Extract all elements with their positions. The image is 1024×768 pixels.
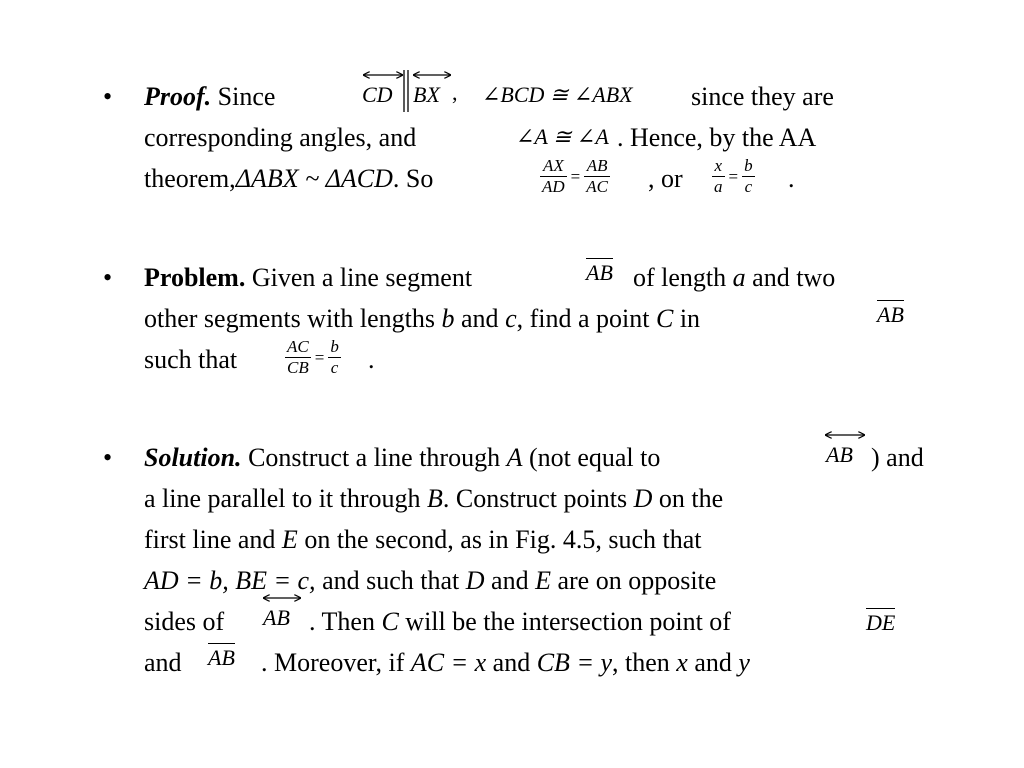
fraction-x-a-b-c [712,156,755,197]
solution-ad-be: AD = b, BE = c, [144,566,316,595]
frac-den: c [744,177,753,196]
proof-since-they-are: since they are [691,82,834,111]
solution-sides-of: sides of [144,607,225,636]
equals-sign: = [728,166,739,186]
var-A: A [506,443,523,472]
var-E-2: E [535,566,551,595]
solution-moreover: . Moreover, if [261,648,405,677]
solution-line-5 [144,601,224,642]
frac-num: AX [542,156,564,175]
frac-den: c [330,358,339,377]
proof-corresponding: corresponding angles, and [144,123,417,152]
solution-and-4: and [492,648,531,677]
solution-on-the: on the [658,484,724,513]
var-C: C [655,304,674,333]
solution-construct: Construct a line through [248,443,501,472]
solution-line-5-rest [309,601,731,642]
angle-bcd-abx: ∠BCD ≅ ∠ABX [482,82,633,107]
proof-so: . So [392,164,434,193]
solution-construct-points: . Construct points [442,484,628,513]
proof-since: Since [217,82,276,111]
problem-line-1-rest [633,257,835,298]
solution-ac-x: AC = x [410,648,487,677]
bullet-problem: • [103,263,113,292]
problem-line-1 [144,257,472,298]
line-cd: CD [362,82,393,107]
solution-not-equal: (not equal to [528,443,661,472]
solution-line-6-rest [261,642,750,683]
problem-given: Given a line segment [251,263,473,292]
solution-and-2: and [491,566,529,595]
frac-den: AC [586,177,608,196]
var-c: c [505,304,517,333]
problem-and-two: and two [752,263,836,292]
solution-intersection: will be the intersection point of [405,607,731,636]
line-ab: AB [826,442,853,467]
proof-label: Proof. [144,82,212,111]
problem-in: in [679,304,701,333]
proof-hence: . Hence, by the AA [617,123,817,152]
solution-opposite: are on opposite [557,566,717,595]
solution-parallel: a line parallel to it through [144,484,421,513]
equals-sign: = [570,166,581,186]
proof-period: . [788,164,795,193]
problem-label: Problem. [144,263,246,292]
fraction-ac-cb-b-c [285,337,341,378]
line-ab-2: AB [263,605,290,630]
fraction-ax-ad-ab-ac [540,156,610,197]
frac-den: a [714,177,723,196]
proof-or: , or [648,164,683,193]
segment-de [866,608,895,636]
var-C-2: C [381,607,399,636]
frac-den: AD [542,177,565,196]
frac-den: CB [287,358,309,377]
var-a: a [732,263,746,292]
segment-ab [586,258,613,286]
solution-cb-y: CB = y [536,648,613,677]
problem-period: . [368,345,375,374]
solution-then-2: , then [612,648,670,677]
var-B: B [427,484,443,513]
solution-first-line: first line and [144,525,276,554]
line-arrow-cd [362,70,404,80]
parallel-icon [402,68,410,114]
solution-line-3 [144,519,702,560]
segment-ab-label: AB [586,260,613,285]
solution-then: . Then [309,607,375,636]
var-x: x [676,648,688,677]
line-arrow-ab [824,430,866,440]
segment-de-label: DE [866,610,896,635]
frac-num: b [330,337,339,356]
line-bx: BX [413,82,440,107]
var-D: D [633,484,653,513]
problem-such-that: such that [144,345,238,374]
problem-and: and [461,304,499,333]
frac-num: AB [586,156,608,175]
frac-num: b [744,156,753,175]
solution-line-2 [144,478,723,519]
var-y: y [738,648,750,677]
solution-such-that: and such that [322,566,460,595]
bullet-proof: • [103,82,113,111]
problem-find: , find a point [516,304,650,333]
equals-sign: = [314,347,325,367]
problem-line-3 [144,339,237,380]
solution-line-4 [144,560,716,601]
proof-line-1 [144,76,275,117]
problem-line-2 [144,298,700,339]
solution-second: on the second, as in Fig. 4.5, such that [304,525,702,554]
solution-line-1 [144,437,660,478]
solution-and: ) and [871,443,924,472]
solution-and-5: and [694,648,732,677]
line-arrow-ab-2 [262,593,302,603]
segment-ab-2 [877,300,904,328]
problem-of-length: of length [633,263,727,292]
angle-a-a: ∠A ≅ ∠A [516,124,609,149]
similar-triangles: ΔABX ~ ΔACD [235,164,393,193]
proof-line-3 [144,158,433,199]
segment-ab-3 [208,643,235,671]
var-D-2: D [465,566,485,595]
bullet-solution: • [103,443,113,472]
line-arrow-bx [412,70,452,80]
var-E: E [281,525,298,554]
segment-ab-3-label: AB [208,645,235,670]
segment-ab-2-label: AB [877,302,904,327]
solution-line-6 [144,642,182,683]
solution-and-3: and [144,648,182,677]
frac-num: AC [287,337,309,356]
proof-theorem: theorem, [144,164,236,193]
var-b: b [441,304,455,333]
solution-label: Solution. [144,443,242,472]
proof-line-2 [144,117,416,158]
frac-num: x [714,156,723,175]
problem-other-segments: other segments with lengths [144,304,436,333]
proof-comma: , [452,80,458,105]
